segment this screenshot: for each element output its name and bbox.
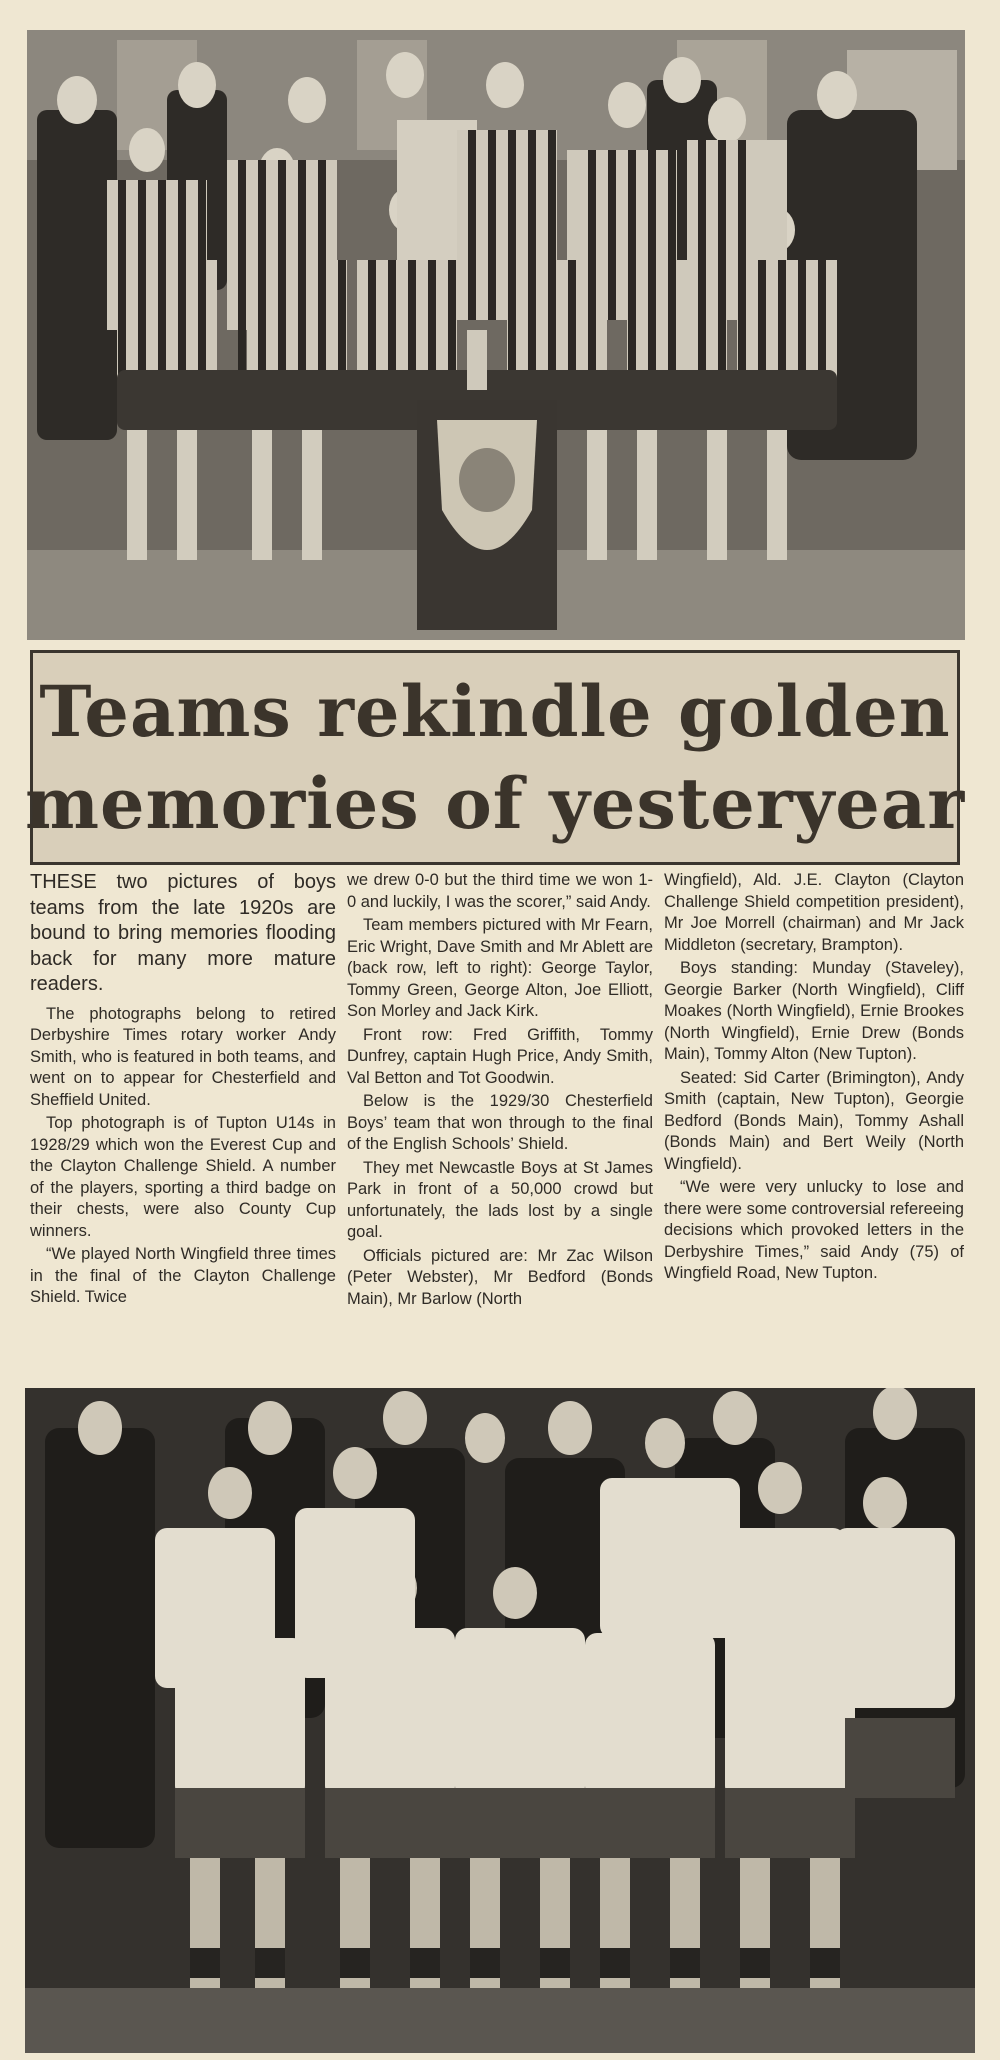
- article-paragraph: Team members pictured with Mr Fearn, Eric Wright, Dave Smith and Mr Ablett are (back row, left to right): George Taylor, Tommy Green, George Alton, Joe Elliott, Son Morley and Jack Kirk.: [347, 916, 653, 1020]
- article-paragraph: Below is the 1929/30 Chesterfield Boys’ team that won through to the final of the English Schools’ Shield.: [347, 1092, 653, 1153]
- article-column-1: [30, 870, 336, 1378]
- article-paragraph: we drew 0-0 but the third time we won 1-0 and luckily, I was the scorer,” said Andy.: [347, 871, 653, 911]
- headline: [24, 650, 966, 865]
- headline-line-2: memories of yesteryear: [24, 761, 966, 845]
- article-column-2: [347, 870, 653, 1378]
- article-paragraph: Officials pictured are: Mr Zac Wilson (Peter Webster), Mr Bedford (Bonds Main), Mr Barlow (North: [347, 1246, 653, 1308]
- article-paragraph: Wingfield), Ald. J.E. Clayton (Clayton Challenge Shield competition president), Mr Joe Morrell (chairman) and Mr Jack Middleton (secretary, Brampton).: [664, 871, 964, 954]
- article-paragraph: “We played North Wingfield three times in the final of the Clayton Challenge Shield. Twice: [30, 1245, 336, 1306]
- headline-line-1: Teams rekindle golden: [39, 669, 951, 753]
- article-column-3: [664, 870, 964, 1378]
- article-paragraph: Front row: Fred Griffith, Tommy Dunfrey, captain Hugh Price, Andy Smith, Val Betton and Tot Goodwin.: [347, 1025, 653, 1087]
- bottom-team-photo: [25, 1388, 975, 2053]
- article-paragraph: Boys standing: Munday (Staveley), Georgie Barker (North Wingfield), Cliff Moakes (North Wingfield), Ernie Brookes (North Wingfield), Ernie Drew (Bonds Main), Tommy Alton (New Tupton).: [664, 959, 964, 1063]
- article-paragraph: Top photograph is of Tupton U14s in 1928/29 which won the Everest Cup and the Clayton Challenge Shield. A number of the players, sporting a third badge on their chests, were also County Cup winners.: [30, 1114, 336, 1240]
- article-paragraph: Seated: Sid Carter (Brimington), Andy Smith (captain, New Tupton), Georgie Bedford (Bonds Main), Tommy Ashall (Bonds Main) and Bert Weily (North Wingfield).: [664, 1068, 964, 1173]
- top-team-photo: [27, 30, 965, 640]
- article-paragraph: The photographs belong to retired Derbyshire Times rotary worker Andy Smith, who is featured in both teams, and went on to appear for Chesterfield and Sheffield United.: [30, 1004, 336, 1109]
- article-paragraph: “We were very unlucky to lose and there were some controversial refereeing decisions which provoked letters in the Derbyshire Times,” said Andy (75) of Wingfield Road, New Tupton.: [664, 1178, 964, 1282]
- article-paragraph: THESE two pictures of boys teams from the late 1920s are bound to bring memories flooding back for many more mature readers.: [30, 871, 336, 995]
- article-paragraph: They met Newcastle Boys at St James Park in front of a 50,000 crowd but unfortunately, the lads lost by a single goal.: [347, 1158, 653, 1241]
